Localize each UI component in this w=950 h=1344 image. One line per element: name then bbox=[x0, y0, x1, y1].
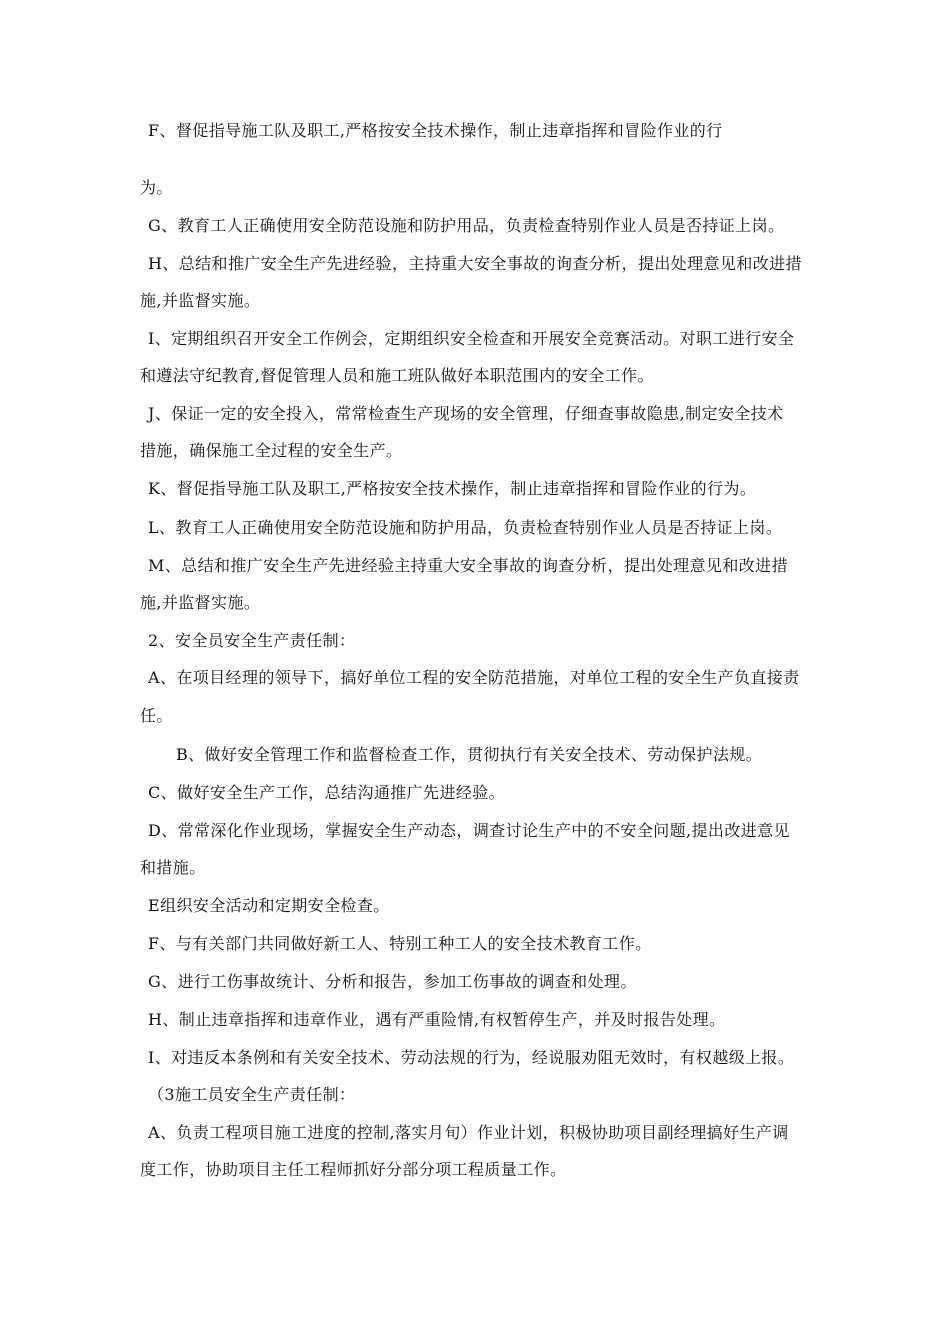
text-line: M、总结和推广安全生产先进经验主持重大安全事故的询查分析，提出处理意见和改进措 bbox=[148, 556, 788, 575]
text-line: J、保证一定的安全投入，常常检查生产现场的安全管理，仔细查事故隐患,制定安全技术 bbox=[148, 404, 784, 423]
text-line: D、常常深化作业现场，掌握安全生产动态，调查讨论生产中的不安全问题,提出改进意见 bbox=[148, 821, 790, 840]
text-line: H、制止违章指挥和违章作业，遇有严重险情,有权暂停生产，并及时报告处理。 bbox=[148, 1010, 726, 1029]
text-line: F、与有关部门共同做好新工人、特别工种工人的安全技术教育工作。 bbox=[148, 934, 652, 953]
text-line: I、定期组织召开安全工作例会，定期组织安全检查和开展安全竞赛活动。对职工进行安全 bbox=[148, 329, 795, 348]
section-heading: 2、安全员安全生产责任制： bbox=[148, 631, 356, 650]
text-line: E组织安全活动和定期安全检查。 bbox=[148, 896, 390, 915]
text-line: F、督促指导施工队及职工,严格按安全技术操作，制止违章指挥和冒险作业的行 bbox=[148, 121, 723, 140]
text-line: I、对违反本条例和有关安全技术、劳动法规的行为，经说服劝阻无效时，有权越级上报。 bbox=[148, 1048, 795, 1067]
text-line: 任。 bbox=[140, 706, 173, 725]
text-line: A、在项目经理的领导下，搞好单位工程的安全防范措施，对单位工程的安全生产负直接责 bbox=[148, 668, 800, 687]
text-line: H、总结和推广安全生产先进经验，主持重大安全事故的询查分析，提出处理意见和改进措 bbox=[148, 254, 802, 273]
text-line: 度工作，协助项目主任工程师抓好分部分项工程质量工作。 bbox=[140, 1160, 567, 1179]
text-line: A、负责工程项目施工进度的控制,落实月旬）作业计划，积极协助项目副经理搞好生产调 bbox=[148, 1123, 789, 1142]
text-line: 施,并监督实施。 bbox=[140, 593, 261, 612]
text-line: 措施，确保施工全过程的安全生产。 bbox=[140, 441, 403, 460]
text-line: G、进行工伤事故统计、分析和报告，参加工伤事故的调查和处理。 bbox=[148, 972, 637, 991]
text-line: 为。 bbox=[140, 178, 173, 197]
text-line: 和遵法守纪教育,督促管理人员和施工班队做好本职范围内的安全工作。 bbox=[140, 366, 654, 385]
text-line: 施,并监督实施。 bbox=[140, 291, 261, 310]
text-line: L、教育工人正确使用安全防范设施和防护用品，负责检查特别作业人员是否持证上岗。 bbox=[148, 518, 783, 537]
text-line: B、做好安全管理工作和监督检查工作，贯彻执行有关安全技术、劳动保护法规。 bbox=[176, 745, 763, 764]
text-line: C、做好安全生产工作，总结沟通推广先进经验。 bbox=[148, 783, 506, 802]
text-line: 和措施。 bbox=[140, 858, 206, 877]
text-line: K、督促指导施工队及职工,严格按安全技术操作，制止违章指挥和冒险作业的行为。 bbox=[148, 479, 757, 498]
section-heading: （3施工员安全生产责任制： bbox=[148, 1085, 356, 1104]
text-line: G、教育工人正确使用安全防范设施和防护用品，负责检查特别作业人员是否持证上岗。 bbox=[148, 216, 785, 235]
